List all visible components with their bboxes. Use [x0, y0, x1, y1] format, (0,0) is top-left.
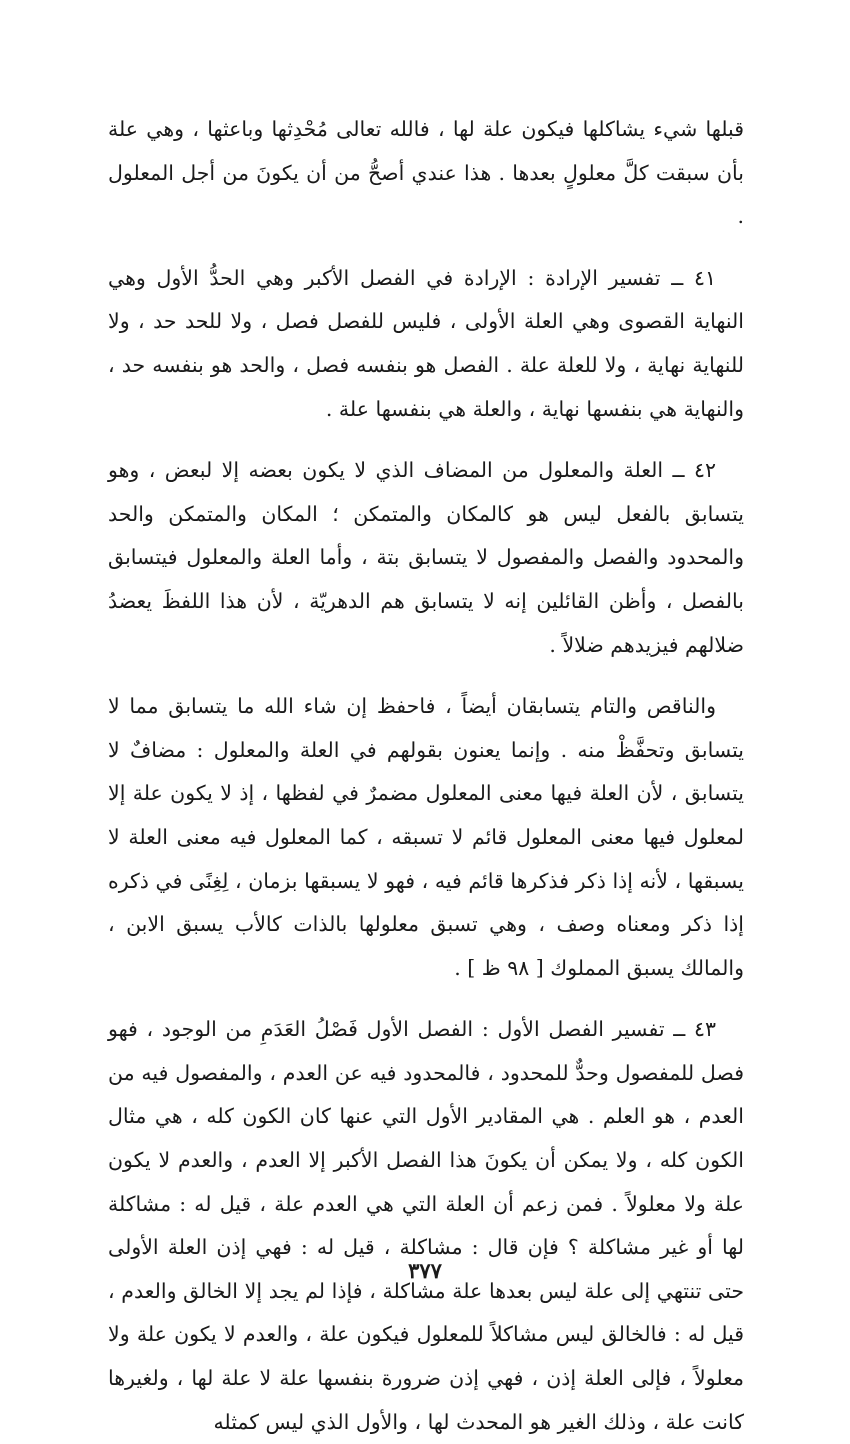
paragraph-42-cause-effect: ٤٢ ــ العلة والمعلول من المضاف الذي لا يكون بعضه إلا لبعض ، وهو يتسابق بالفعل ليس هو كالمكان والمتمكن ؛ المكان والمتمكن والحد والمحدود والفصل والمفصول لا يتسابق بتة ، وأما العلة والمعلول فيتسابق بالفصل ، وأظن القائلين إنه لا يتسابق هم الدهريّة ، لأن هذا اللفظَ يعضدُ ضلالهم فيزيدهم ضلالاً . — [108, 458, 744, 657]
paragraph-41-will: ٤١ ــ تفسير الإرادة : الإرادة في الفصل الأكبر وهي الحدُّ الأول وهي النهاية القصوى وهي العلة الأولى ، فليس للفصل فصل ، ولا للحد حد ، ولا للنهاية نهاية ، ولا للعلة علة . الفصل هو بنفسه فصل ، والحد هو بنفسه حد ، والنهاية هي بنفسها نهاية ، والعلة هي بنفسها علة . — [108, 265, 744, 421]
paragraph-deficient-complete: والناقص والتام يتسابقان أيضاً ، فاحفظ إن شاء الله ما يتسابق مما لا يتسابق وتحفَّظْ منه . وإنما يعنون بقولهم في العلة والمعلول : مضافٌ لا يتسابق ، لأن العلة فيها معنى المعلول مضمرٌ في لفظها ، إذ لا يكون علة إلا لمعلول فيها معنى المعلول قائم لا تسبقه ، كما المعلول فيه معنى العلة لا يسبقها ، لأنه إذا ذكر فذكرها قائم فيه ، فهو لا يسبقها بزمان ، لِغِنًى في ذكره إذا ذكر ومعناه وصف ، وهي تسبق معلولها بالذات كالأب يسبق الابن ، والمالك يسبق المملوك [ ٩٨ ظ ] . — [108, 694, 744, 980]
page-body — [108, 108, 744, 1444]
page-number: ٣٧٧ — [408, 1258, 442, 1283]
paragraph-43-first-separation: ٤٣ ــ تفسير الفصل الأول : الفصل الأول فَصْلُ العَدَمِ من الوجود ، فهو فصل للمفصول وحدٌّ للمحدود ، فالمحدود فيه عن العدم ، والمفصول فيه من العدم ، هو العلم . هي المقادير الأول التي عنها كان الكون كله ، هي مثال الكون كله ، ولا يمكن أن يكونَ هذا الفصل الأكبر إلا العدم ، والعدم لا يكون علة ولا معلولاً . فمن زعم أن العلة التي هي العدم علة ، قيل له : مشاكلة لها أو غير مشاكلة ؟ فإن قال : مشاكلة ، قيل له : فهي إذن العلة الأولى حتى تنتهي إلى علة ليس بعدها علة مشاكلة ، فإذا لم يجد إلا الخالق والعدم ، قيل له : فالخالق ليس مشاكلاً للمعلول فيكون علة ، والعدم لا يكون علة ولا معلولاً ، فإلى العلة إذن ، فهي إذن ضرورة بنفسها علة لا علة لها ، ولغيرها كانت علة ، وذلك الغير هو المحدث لها ، والأول الذي ليس كمثله — [108, 1017, 744, 1434]
paragraph-continuation: قبلها شيء يشاكلها فيكون علة لها ، فالله تعالى مُحْدِثها وباعثها ، وهي علة بأن سبقت كلَّ معلولٍ بعدها . هذا عندي أصحُّ من أن يكونَ من أجل المعلول . — [108, 117, 744, 229]
